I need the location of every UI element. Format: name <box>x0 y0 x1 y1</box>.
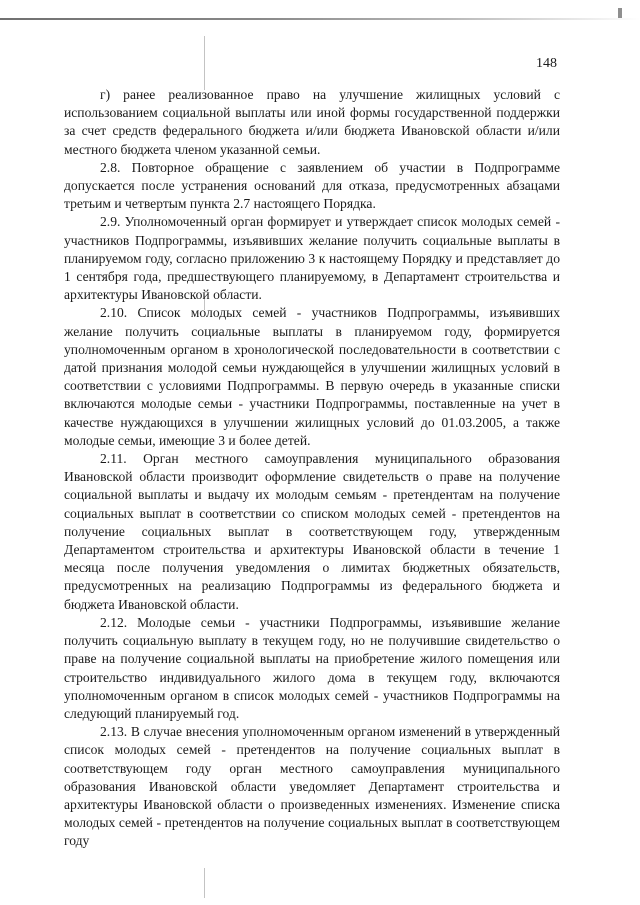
paragraph-2-9: 2.9. Уполномоченный орган формирует и утверждает список молодых семей - участников Подпрограммы, изъявивших желание получить социальные выплаты в планируемом году, согласно приложению 3 к настоящему Порядку и представляет до 1 сентября года, предшествующего планируемому, в Департамент строительства и архитектуры Ивановской области. <box>64 214 560 303</box>
paragraph-2-10: 2.10. Список молодых семей - участников Подпрограммы, изъявивших желание получить социальные выплаты в планируемом году, формируется уполномоченным органом в хронологической последовательности в соответствии с датой признания молодой семьи нуждающейся в улучшении жилищных условий в соответствии с условиями Подпрограммы. В первую очередь в указанные списки включаются молодые семьи - участники Подпрограммы, поставленные на учет в качестве нуждающихся в улучшении жилищных условий до 01.03.2005, а также молодые семьи, имеющие 3 и более детей. <box>64 305 560 448</box>
binder-line-bottom <box>204 868 205 898</box>
paragraph-item-g: г) ранее реализованное право на улучшение жилищных условий с использованием социальной выплаты или иной формы государственной поддержки за счет средств федерального бюджета и/или бюджета Ивановской области и/или местного бюджета членом указанной семьи. <box>64 87 560 157</box>
scan-edge-line <box>0 18 640 20</box>
page-number: 148 <box>536 56 557 71</box>
paragraph-2-11: 2.11. Орган местного самоуправления муниципального образования Ивановской области производит оформление свидетельств о праве на получение социальной выплаты и выдачу их молодым семьям - претендентам на получение социальных выплат в соответствии со списком молодых семей - претендентов на получение социальных выплат в соответствующем году, утвержденным Департаментом строительства и архитектуры Ивановской области в течение 1 месяца после получения уведомления о лимитах бюджетных обязательств, предусмотренных на реализацию Подпрограммы из федерального бюджета и бюджета Ивановской области. <box>64 451 560 612</box>
paragraph-2-13: 2.13. В случае внесения уполномоченным органом изменений в утвержденный список молодых семей - претендентов на получение социальных выплат в соответствующем году орган местного самоуправления муниципального образования Ивановской области уведомляет Департамент строительства и архитектуры Ивановской области о произведенных изменениях. Изменение списка молодых семей - претендентов на получение социальных выплат в соответствующем году <box>64 724 560 849</box>
paragraph-2-8: 2.8. Повторное обращение с заявлением об участии в Подпрограмме допускается после устранения оснований для отказа, предусмотренных абзацами третьим и четвертым пункта 2.7 настоящего Порядка. <box>64 159 560 212</box>
paragraph-2-12: 2.12. Молодые семьи - участники Подпрограммы, изъявившие желание получить социальную выплату в текущем году, но не получившие свидетельство о праве на получение социальной выплаты на приобретение жилого помещения или строительство индивидуального жилого дома в текущем году, включаются уполномоченным органом в список молодых семей - участников Подпрограммы на следующий планируемый год. <box>64 614 560 721</box>
scan-artifact-mark <box>618 8 622 18</box>
binder-line-top <box>204 36 205 90</box>
document-body <box>64 86 560 851</box>
